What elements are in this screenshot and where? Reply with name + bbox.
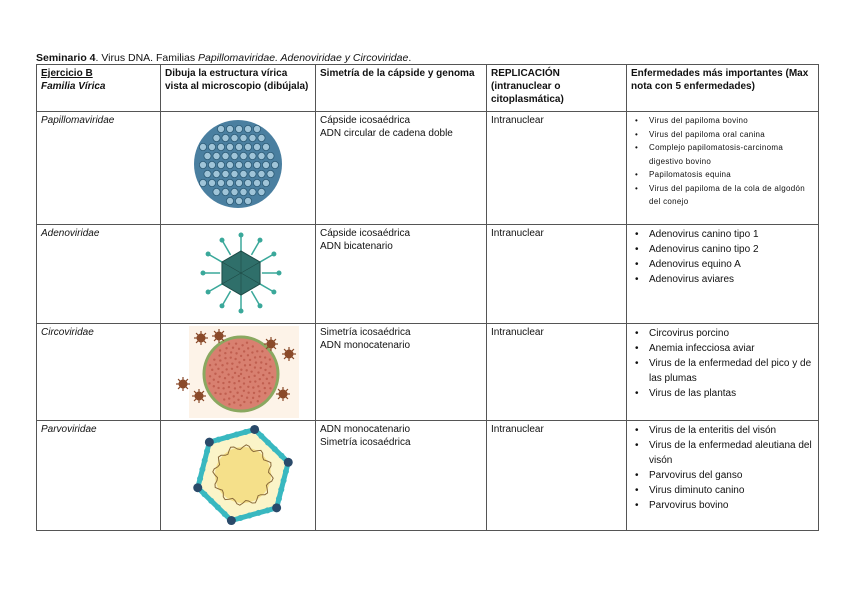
list-item: • Adenovirus equino A [649,257,814,272]
title-rest: . Virus DNA. Familias [95,52,199,64]
list-item: • Virus de las plantas [649,386,814,401]
header-drawing: Dibuja la estructura vírica vista al microscopio (dibújala) [161,65,316,112]
table-row [37,112,819,225]
virus-image-cell [161,225,316,324]
disease-list [631,227,814,287]
list-item: • Virus del papiloma oral canina [649,128,814,142]
header-symmetry: Simetría de la cápside y genoma [316,65,487,112]
symmetry-cell [316,421,487,531]
symmetry-line: Simetría icosaédrica [320,327,411,338]
header-family [37,65,161,112]
genome-line: ADN monocatenario [320,340,411,351]
parvo-virus-image [161,421,316,530]
list-item: • Adenovirus canino tipo 2 [649,242,814,257]
family-cell: Papillomaviridae [37,112,161,225]
family-cell: Parvoviridae [37,421,161,531]
header-exercise: Ejercicio B [41,68,93,79]
disease-list [631,326,814,401]
papilloma-virus-image [161,112,316,224]
diseases-cell [627,421,819,531]
list-item: • Circovirus porcino [649,326,814,341]
list-item: • Parvovirus bovino [649,498,814,513]
title-italic: Papillomaviridae. Adenoviridae y Circoviridae [198,52,409,64]
list-item: • Virus diminuto canino [649,483,814,498]
symmetry-line: Cápside icosaédrica [320,228,411,239]
diseases-cell [627,324,819,421]
list-item: • Virus del papiloma de la cola de algodón del conejo [649,182,814,209]
table-row [37,324,819,421]
list-item: • Papilomatosis equina [649,168,814,182]
list-item: • Adenovirus canino tipo 1 [649,227,814,242]
title-end: . [408,52,412,64]
replication-cell: Intranuclear [487,112,627,225]
list-item: • Virus de la enfermedad aleutiana del visón [649,438,814,468]
list-item: • Parvovirus del ganso [649,468,814,483]
list-item: • Anemia infecciosa aviar [649,341,814,356]
virus-image-cell [161,421,316,531]
table-row [37,421,819,531]
symmetry-cell [316,112,487,225]
replication-cell: Intranuclear [487,225,627,324]
page-title [36,52,411,64]
symmetry-cell [316,324,487,421]
diseases-cell [627,225,819,324]
virus-table [36,64,819,531]
header-diseases: Enfermedades más importantes (Max nota con 5 enfermedades) [627,65,819,112]
adeno-virus-image [161,225,316,323]
header-replication: REPLICACIÓN (intranuclear o citoplasmática) [487,65,627,112]
symmetry-line: Cápside icosaédrica [320,115,411,126]
family-cell: Adenoviridae [37,225,161,324]
disease-list [631,423,814,513]
list-item: • Virus de la enteritis del visón [649,423,814,438]
genome-line: ADN circular de cadena doble [320,128,453,139]
header-family-label: Familia Vírica [41,81,106,92]
symmetry-cell [316,225,487,324]
title-bold: Seminario 4 [36,52,96,64]
replication-cell: Intranuclear [487,421,627,531]
virus-image-cell [161,112,316,225]
diseases-cell [627,112,819,225]
genome-line: ADN monocatenario [320,424,411,435]
symmetry-line: Simetría icosaédrica [320,437,411,448]
list-item: • Adenovirus aviares [649,272,814,287]
header-row [37,65,819,112]
table-row [37,225,819,324]
list-item: • Virus de la enfermedad del pico y de las plumas [649,356,814,386]
list-item: • Virus del papiloma bovino [649,114,814,128]
circo-virus-image [161,324,316,420]
virus-image-cell [161,324,316,421]
genome-line: ADN bicatenario [320,241,393,252]
list-item: • Complejo papilomatosis-carcinoma digestivo bovino [649,141,814,168]
replication-cell: Intranuclear [487,324,627,421]
disease-list [631,114,814,209]
family-cell: Circoviridae [37,324,161,421]
